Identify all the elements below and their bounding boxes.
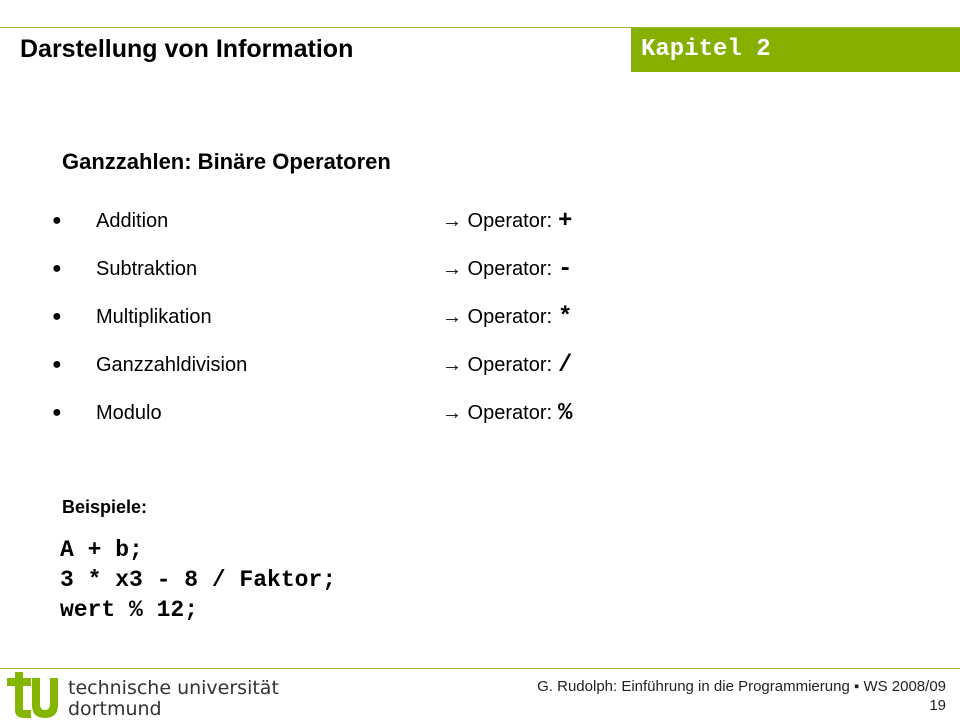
operator-arrow-text: → Operator: — [442, 354, 553, 376]
university-name-line2: dortmund — [68, 698, 162, 720]
operator-item-modulo — [52, 395, 652, 443]
operator-name: Multiplikation — [96, 306, 212, 328]
operator-symbol: % — [558, 400, 573, 427]
examples-label: Beispiele: — [62, 497, 148, 517]
section-title: Ganzzahlen: Binäre Operatoren — [62, 149, 391, 174]
university-name-line1: technische universität — [68, 677, 279, 699]
code-line: 3 * x3 - 8 / Faktor; — [60, 567, 337, 593]
operator-item-multiplication — [52, 299, 652, 347]
footer-credit-text: G. Rudolph: Einführung in die Programmierung ▪ WS 2008/09 — [537, 678, 946, 695]
tu-logo-icon — [4, 672, 60, 718]
operator-arrow-text: → Operator: — [442, 210, 553, 232]
code-examples — [60, 535, 336, 625]
bullet-icon: ● — [52, 356, 62, 373]
operator-symbol: + — [558, 208, 573, 235]
operator-item-addition — [52, 203, 652, 251]
operator-arrow-text: → Operator: — [442, 402, 553, 424]
chapter-badge: Kapitel 2 — [631, 28, 960, 72]
operator-symbol: * — [558, 304, 573, 331]
code-line: A + b; — [60, 537, 143, 563]
operator-label — [442, 395, 572, 432]
bullet-icon: ● — [52, 260, 62, 277]
operator-label — [442, 299, 572, 336]
operator-label — [442, 347, 572, 384]
bullet-icon: ● — [52, 212, 62, 229]
code-line: wert % 12; — [60, 597, 199, 623]
university-name — [68, 678, 279, 720]
operator-arrow-text: → Operator: — [442, 258, 553, 280]
operator-name: Addition — [96, 210, 169, 232]
bullet-icon: ● — [52, 404, 62, 421]
operator-name: Subtraktion — [96, 258, 198, 280]
operator-name: Modulo — [96, 402, 162, 424]
footer-credit — [537, 677, 946, 715]
bullet-icon: ● — [52, 308, 62, 325]
operator-item-division — [52, 347, 652, 395]
page-number: 19 — [929, 697, 946, 714]
operator-list — [52, 203, 652, 443]
operator-symbol: - — [558, 256, 573, 283]
operator-symbol: / — [558, 352, 573, 379]
slide-header-title: Darstellung von Information — [20, 35, 354, 63]
operator-name: Ganzzahldivision — [96, 354, 248, 376]
operator-arrow-text: → Operator: — [442, 306, 553, 328]
operator-item-subtraction — [52, 251, 652, 299]
footer-divider — [0, 668, 960, 669]
operator-label — [442, 251, 572, 288]
operator-label — [442, 203, 572, 240]
